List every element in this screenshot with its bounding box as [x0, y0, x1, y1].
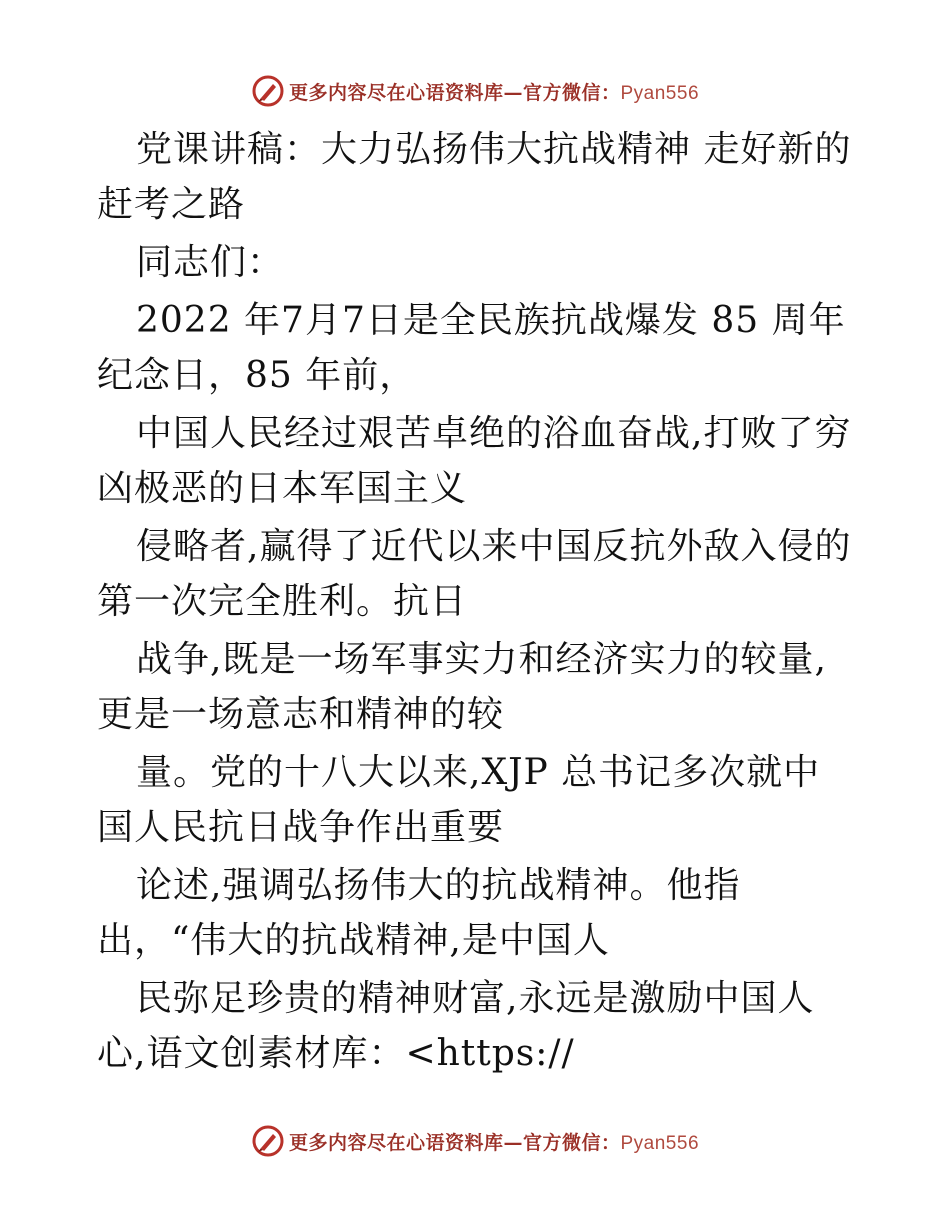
pen-logo-icon — [251, 1124, 285, 1158]
header-banner-text — [289, 78, 699, 105]
header-wechat-id: Pyan556 — [620, 82, 700, 104]
body-paragraph: 论述,强调弘扬伟大的抗战精神。他指出，“伟大的抗战精神,是中国人 — [97, 865, 741, 961]
body-paragraph: 量。党的十八大以来,XJP 总书记多次就中国人民抗日战争作出重要 — [97, 752, 821, 848]
body-paragraph: 战争,既是一场军事实力和经济实力的较量,更是一场意志和精神的较 — [97, 639, 827, 735]
footer-banner-text — [289, 1128, 699, 1155]
document-body — [97, 122, 857, 1084]
footer-banner-label: 更多内容尽在心语资料库—官方微信： — [288, 1131, 621, 1154]
document-title: 党课讲稿：大力弘扬伟大抗战精神 走好新的赶考之路 — [97, 129, 852, 225]
footer-wechat-id: Pyan556 — [620, 1132, 700, 1154]
header-banner — [0, 71, 950, 111]
header-banner-label: 更多内容尽在心语资料库—官方微信： — [288, 81, 621, 104]
body-paragraph: 侵略者,赢得了近代以来中国反抗外敌入侵的第一次完全胜利。抗日 — [97, 526, 852, 622]
body-paragraph: 中国人民经过艰苦卓绝的浴血奋战,打败了穷凶极恶的日本军国主义 — [97, 413, 852, 509]
body-paragraph: 民弥足珍贵的精神财富,永远是激励中国人心,语文创素材库：<https:// — [97, 978, 815, 1074]
footer-banner — [0, 1121, 950, 1161]
body-paragraph: 2022 年7月7日是全民族抗战爆发 85 周年纪念日，85 年前， — [97, 300, 846, 396]
pen-logo-icon — [251, 74, 285, 108]
salutation: 同志们： — [136, 242, 285, 283]
